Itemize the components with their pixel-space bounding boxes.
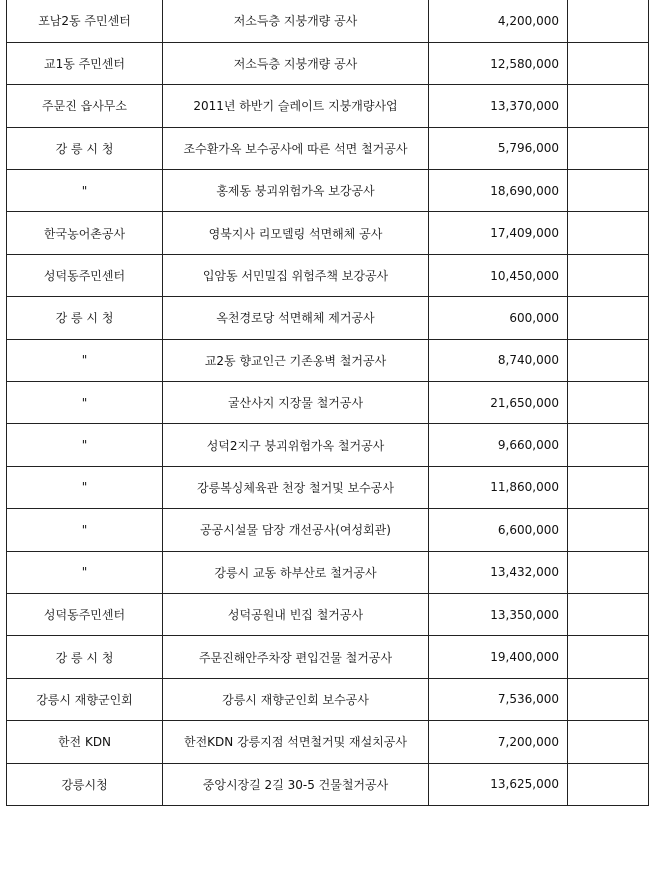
table-row [7,551,649,593]
amount-cell[interactable]: 13,625,000 [429,763,568,805]
table-row [7,170,649,212]
amount-cell[interactable]: 6,600,000 [429,509,568,551]
org-cell[interactable]: 성덕동주민센터 [7,254,163,296]
table-row [7,424,649,466]
table-row [7,466,649,508]
table-row [7,85,649,127]
table-row [7,721,649,763]
org-cell[interactable]: 한전 KDN [7,721,163,763]
project-cell[interactable]: 영북지사 리모델링 석면해체 공사 [163,212,429,254]
note-cell[interactable] [568,763,649,805]
amount-cell[interactable]: 19,400,000 [429,636,568,678]
org-cell[interactable]: 강 릉 시 청 [7,636,163,678]
table-body [7,0,649,805]
org-cell[interactable]: 강릉시청 [7,763,163,805]
org-cell[interactable]: 교1동 주민센터 [7,42,163,84]
table-row [7,254,649,296]
note-cell[interactable] [568,509,649,551]
note-cell[interactable] [568,466,649,508]
note-cell[interactable] [568,593,649,635]
org-cell[interactable]: 강릉시 재향군인회 [7,678,163,720]
project-cell[interactable]: 강릉시 교동 하부산로 철거공사 [163,551,429,593]
table-row [7,678,649,720]
project-cell[interactable]: 교2동 향교인근 기존옹벽 철거공사 [163,339,429,381]
project-cell[interactable]: 강릉복싱체육관 천장 철거및 보수공사 [163,466,429,508]
project-cell[interactable]: 중앙시장길 2길 30-5 건물철거공사 [163,763,429,805]
project-cell[interactable]: 강릉시 재향군인회 보수공사 [163,678,429,720]
org-cell[interactable]: " [7,382,163,424]
project-cell[interactable]: 굴산사지 지장물 철거공사 [163,382,429,424]
note-cell[interactable] [568,721,649,763]
table-row [7,636,649,678]
org-cell[interactable]: " [7,424,163,466]
table-row [7,127,649,169]
note-cell[interactable] [568,382,649,424]
table-row [7,339,649,381]
amount-cell[interactable]: 12,580,000 [429,42,568,84]
amount-cell[interactable]: 21,650,000 [429,382,568,424]
table-row [7,763,649,805]
amount-cell[interactable]: 18,690,000 [429,170,568,212]
note-cell[interactable] [568,212,649,254]
note-cell[interactable] [568,636,649,678]
org-cell[interactable]: 포남2동 주민센터 [7,0,163,42]
project-cell[interactable]: 옥천경로당 석면해체 제거공사 [163,297,429,339]
project-cell[interactable]: 공공시설물 담장 개선공사(여성회관) [163,509,429,551]
org-cell[interactable]: " [7,339,163,381]
note-cell[interactable] [568,551,649,593]
org-cell[interactable]: " [7,509,163,551]
note-cell[interactable] [568,85,649,127]
org-cell[interactable]: " [7,170,163,212]
org-cell[interactable]: 한국농어촌공사 [7,212,163,254]
note-cell[interactable] [568,127,649,169]
amount-cell[interactable]: 9,660,000 [429,424,568,466]
project-cell[interactable]: 입암동 서민밀집 위험주책 보강공사 [163,254,429,296]
amount-cell[interactable]: 7,536,000 [429,678,568,720]
project-cell[interactable]: 조수환가옥 보수공사에 따른 석면 철거공사 [163,127,429,169]
note-cell[interactable] [568,0,649,42]
project-cell[interactable]: 저소득층 지붕개량 공사 [163,42,429,84]
project-cell[interactable]: 저소득층 지붕개량 공사 [163,0,429,42]
table-row [7,382,649,424]
project-cell[interactable]: 성덕2지구 붕괴위험가옥 철거공사 [163,424,429,466]
note-cell[interactable] [568,339,649,381]
amount-cell[interactable]: 7,200,000 [429,721,568,763]
amount-cell[interactable]: 4,200,000 [429,0,568,42]
note-cell[interactable] [568,678,649,720]
amount-cell[interactable]: 13,350,000 [429,593,568,635]
amount-cell[interactable]: 10,450,000 [429,254,568,296]
org-cell[interactable]: 주문진 읍사무소 [7,85,163,127]
project-table [6,0,649,806]
amount-cell[interactable]: 5,796,000 [429,127,568,169]
table-row [7,593,649,635]
note-cell[interactable] [568,254,649,296]
amount-cell[interactable]: 17,409,000 [429,212,568,254]
table-row [7,0,649,42]
amount-cell[interactable]: 600,000 [429,297,568,339]
table-row [7,212,649,254]
table-row [7,297,649,339]
table-row [7,509,649,551]
amount-cell[interactable]: 13,370,000 [429,85,568,127]
note-cell[interactable] [568,424,649,466]
project-cell[interactable]: 주문진해안주차장 편입건물 철거공사 [163,636,429,678]
org-cell[interactable]: 성덕동주민센터 [7,593,163,635]
org-cell[interactable]: " [7,551,163,593]
project-cell[interactable]: 성덕공원내 빈집 철거공사 [163,593,429,635]
org-cell[interactable]: 강 릉 시 청 [7,297,163,339]
table-row [7,42,649,84]
note-cell[interactable] [568,297,649,339]
org-cell[interactable]: " [7,466,163,508]
note-cell[interactable] [568,170,649,212]
note-cell[interactable] [568,42,649,84]
amount-cell[interactable]: 11,860,000 [429,466,568,508]
project-cell[interactable]: 2011년 하반기 슬레이트 지붕개량사업 [163,85,429,127]
org-cell[interactable]: 강 릉 시 청 [7,127,163,169]
project-cell[interactable]: 홍제동 붕괴위험가옥 보강공사 [163,170,429,212]
project-cell[interactable]: 한전KDN 강릉지점 석면철거및 재설치공사 [163,721,429,763]
amount-cell[interactable]: 13,432,000 [429,551,568,593]
amount-cell[interactable]: 8,740,000 [429,339,568,381]
